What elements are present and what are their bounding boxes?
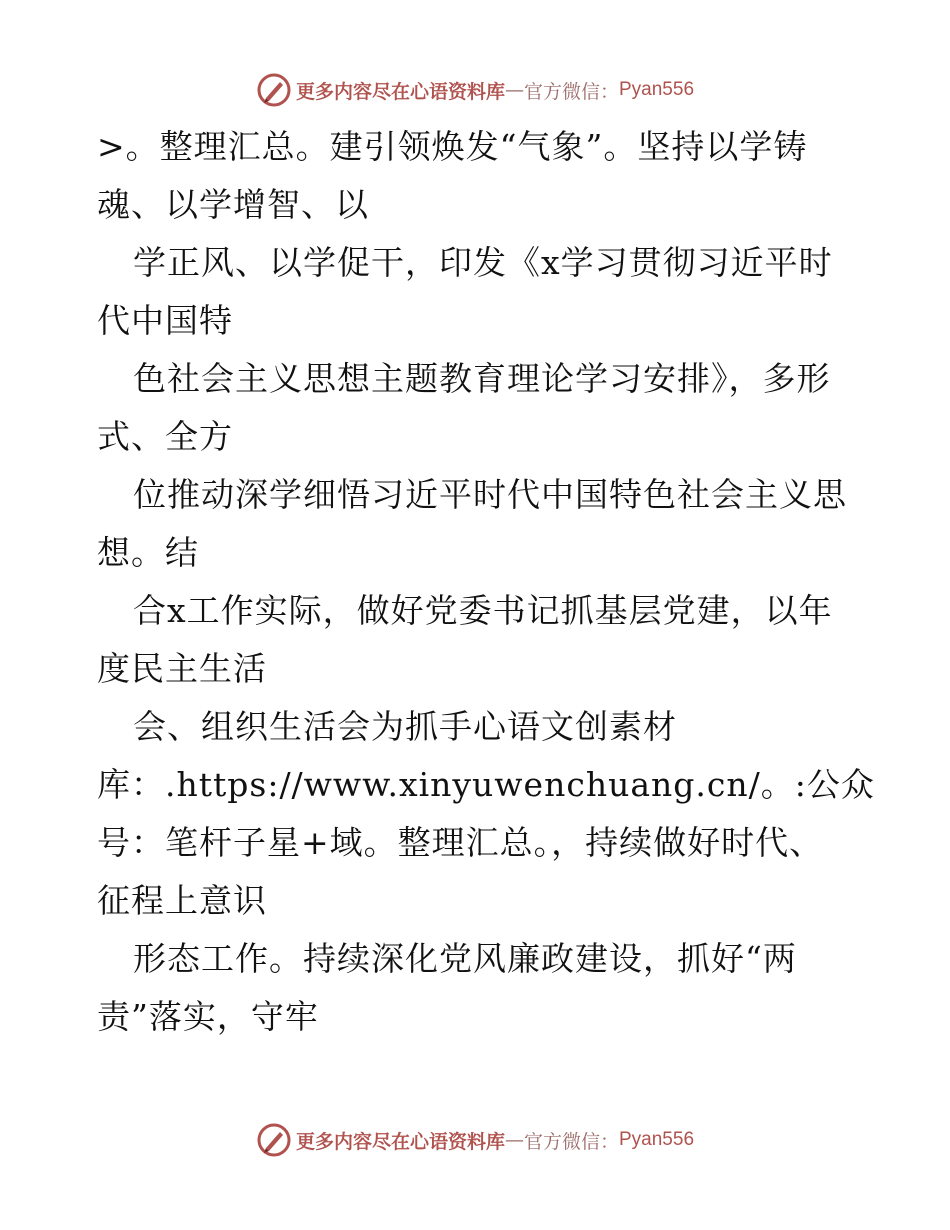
banner-dash: — — [504, 1129, 524, 1151]
banner-title: 更多内容尽在心语资料库 — [295, 1130, 505, 1153]
banner-dash: — — [504, 79, 524, 101]
text-line: 号：笔杆子星+域。整理汇总。，持续做好时代、 — [97, 823, 824, 862]
banner-sub: 官方微信： — [523, 1130, 619, 1153]
text-line: 学正风、以学促干，印发《x学习贯彻习近平时 — [133, 243, 833, 282]
text-line: 代中国特 — [97, 301, 233, 340]
document-body — [97, 118, 877, 1046]
text-line: 会、组织生活会为抓手心语文创素材 — [133, 707, 677, 746]
banner-wechat-id: Pyan556 — [619, 1129, 695, 1150]
banner-sub: 官方微信： — [523, 80, 619, 103]
text-line: 库：.https://www.xinyuwenchuang.cn/。:公众 — [97, 765, 875, 804]
pen-logo-icon — [256, 72, 292, 108]
text-line: 位推动深学细悟习近平时代中国特色社会主义思 — [133, 475, 847, 514]
header-banner — [0, 70, 950, 110]
text-line: 式、全方 — [97, 417, 233, 456]
text-line: 魂、以学增智、以 — [97, 185, 369, 224]
banner-title: 更多内容尽在心语资料库 — [295, 80, 505, 103]
text-line: 合x工作实际，做好党委书记抓基层党建，以年 — [133, 591, 833, 630]
text-line: 度民主生活 — [97, 649, 267, 688]
text-line: 责”落实，守牢 — [97, 997, 319, 1036]
pen-logo-icon — [256, 1122, 292, 1158]
banner-wechat-id: Pyan556 — [619, 79, 695, 100]
text-line: 色社会主义思想主题教育理论学习安排》，多形 — [133, 359, 831, 398]
text-line: 征程上意识 — [97, 881, 267, 920]
footer-banner — [0, 1120, 950, 1160]
text-line: 想。结 — [97, 533, 199, 572]
text-line: 形态工作。持续深化党风廉政建设，抓好“两 — [133, 939, 797, 978]
text-line: >。整理汇总。建引领焕发“气象”。坚持以学铸 — [97, 127, 808, 166]
